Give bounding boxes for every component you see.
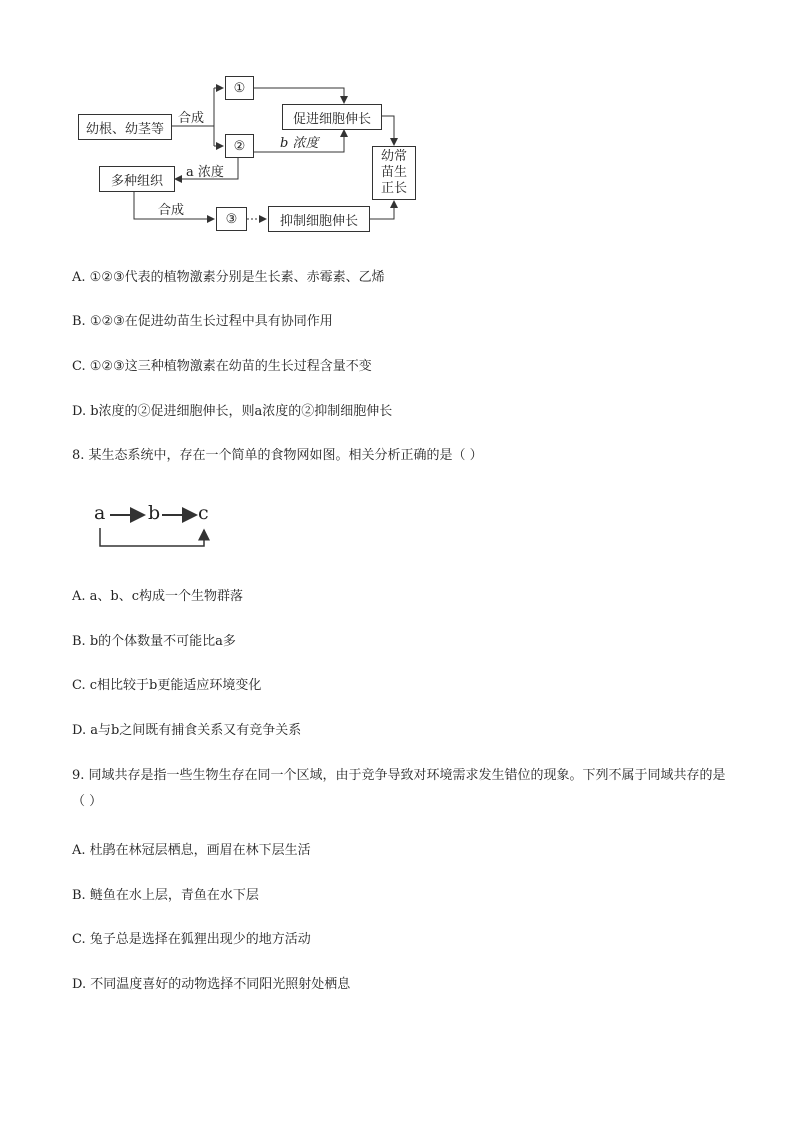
q7-option-b: B. ①②③在促进幼苗生长过程中具有协同作用 [72, 314, 333, 329]
node-a: a [94, 502, 106, 524]
circle2-box: ② [225, 134, 254, 158]
arrow-a-to-c [100, 528, 204, 546]
synth-label-top: 合成 [178, 111, 205, 126]
q9-option-c: C. 兔子总是选择在狐狸出现少的地方活动 [72, 932, 311, 947]
q7-option-c: C. ①②③这三种植物激素在幼苗的生长过程含量不变 [72, 359, 372, 374]
q8-option-d: D. a与b之间既有捕食关系又有竞争关系 [72, 723, 302, 738]
node-c: c [198, 502, 209, 524]
q8-option-c: C. c相比较于b更能适应环境变化 [72, 678, 262, 693]
q8-stem: 8. 某生态系统中，存在一个简单的食物网如图。相关分析正确的是（ ） [72, 448, 483, 463]
q8-option-b: B. b的个体数量不可能比a多 [72, 634, 236, 649]
arrow-inhibit-to-growth [370, 201, 394, 219]
arrow-circle1-to-promote [254, 88, 344, 103]
q7-option-a: A. ①②③代表的植物激素分别是生长素、赤霉素、乙烯 [72, 270, 385, 285]
growth-box [372, 146, 416, 200]
q9-stem: 9. 同域共存是指一些生物生存在同一个区域，由于竞争导致对环境需求发生错位的现象。下列不属于同域共存的是（ ） [72, 768, 726, 809]
circle3-box: ③ [216, 207, 247, 231]
q9-option-d: D. 不同温度喜好的动物选择不同阳光照射处栖息 [72, 977, 351, 992]
a-concentration-label: a 浓度 [186, 165, 224, 180]
node-b: b [148, 502, 161, 524]
tissue-box: 多种组织 [99, 166, 175, 192]
growth-line-1: 幼常 [380, 149, 407, 164]
q7-option-d: D. b浓度的②促进细胞伸长，则a浓度的②抑制细胞伸长 [72, 404, 393, 419]
q8-option-a: A. a、b、c构成一个生物群落 [72, 589, 244, 604]
synth-label-bottom: 合成 [158, 203, 185, 218]
q9-option-b: B. 鲢鱼在水上层，青鱼在水下层 [72, 888, 259, 903]
food-web-diagram [90, 498, 220, 554]
arrow-promote-to-growth [382, 116, 394, 145]
source-box: 幼根、幼茎等 [78, 114, 172, 140]
growth-line-2: 苗生 [380, 165, 407, 180]
inhibit-box: 抑制细胞伸长 [268, 206, 370, 232]
promote-box: 促进细胞伸长 [282, 104, 382, 130]
hormone-diagram [0, 0, 794, 240]
q9-option-a: A. 杜鹃在林冠层栖息，画眉在林下层生活 [72, 843, 311, 858]
growth-line-3: 正长 [380, 181, 407, 196]
circle1-box: ① [225, 76, 254, 100]
b-concentration-label: b 浓度 [280, 136, 319, 151]
